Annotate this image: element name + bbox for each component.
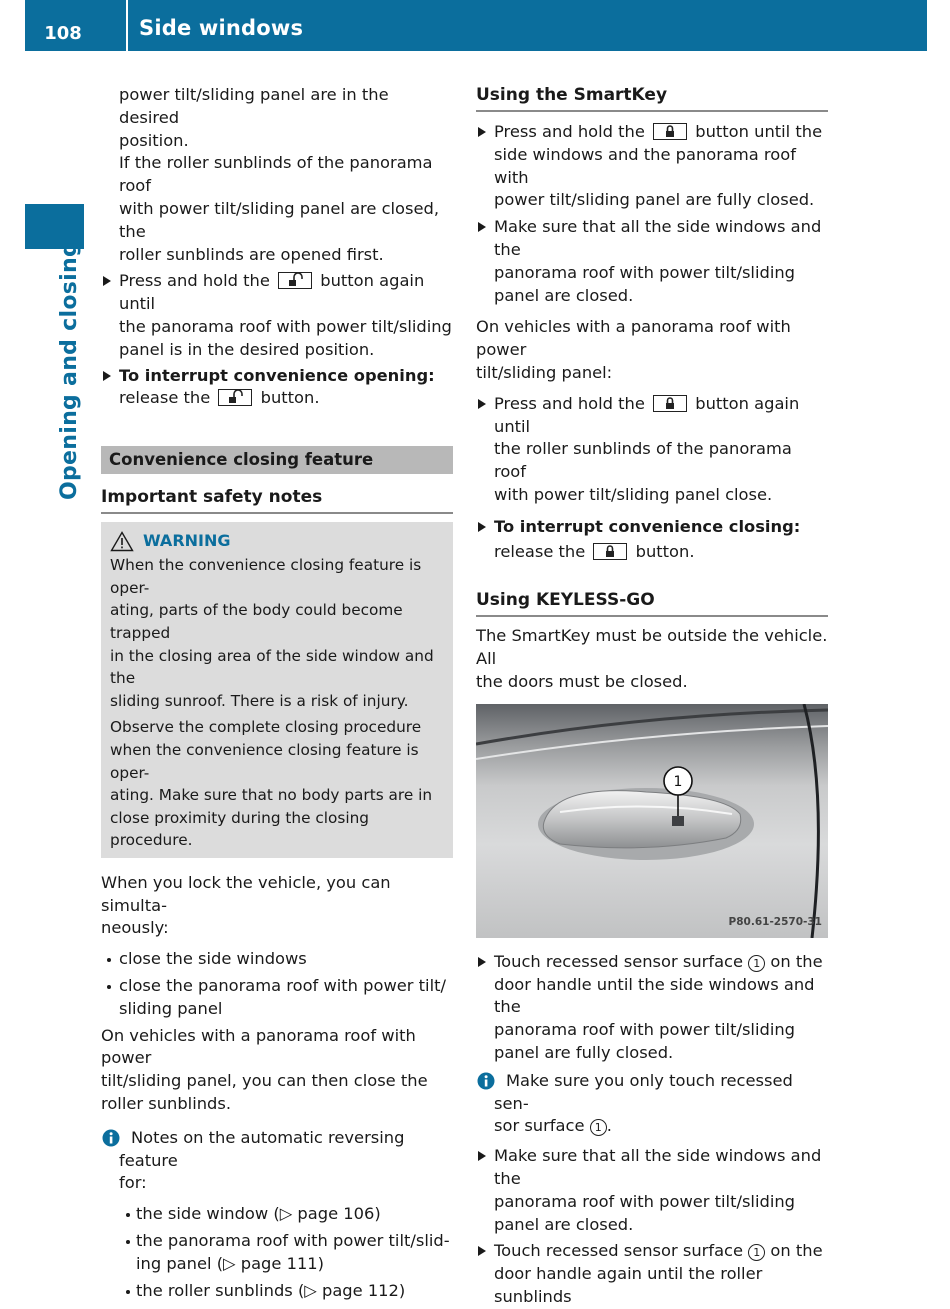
- smartkey-heading: Using the SmartKey: [476, 84, 828, 112]
- text-line: with power tilt/sliding panel are closed, the: [119, 198, 440, 241]
- text-line: side windows and the panorama roof with: [494, 144, 796, 187]
- bullet-dot: [107, 985, 111, 989]
- step-bold-label: To interrupt convenience closing:: [494, 516, 801, 536]
- lock-icon: [653, 395, 687, 412]
- text-line: neously:: [101, 918, 169, 938]
- step-press-unlock-again: [101, 270, 453, 361]
- unlock-icon: [218, 389, 252, 406]
- text-span: button again until: [119, 271, 425, 314]
- panorama-paragraph: [476, 316, 828, 384]
- text-line: panel are closed.: [494, 285, 634, 305]
- text-line: When the convenience closing feature is oper-: [110, 556, 422, 597]
- text-line: On vehicles with a panorama roof with power: [476, 317, 791, 360]
- text-line: panel is in the desired position.: [119, 339, 375, 359]
- callout-number-icon: 1: [748, 955, 765, 972]
- text-line: ing panel (▷ page 111): [136, 1253, 325, 1273]
- text-line: door handle again until the roller sunblinds: [494, 1264, 763, 1306]
- text-line: panorama roof with power tilt/sliding: [494, 1020, 795, 1040]
- section-heading: Convenience closing feature: [101, 446, 453, 474]
- right-column: [476, 84, 828, 1309]
- text-line: the doors must be closed.: [476, 671, 688, 691]
- text-line: ating. Make sure that no body parts are in: [110, 786, 433, 805]
- list-item: [101, 975, 453, 1021]
- lock-intro: [101, 872, 453, 940]
- chapter-side-label: Opening and closing: [57, 240, 82, 500]
- text-line: ating, parts of the body could become trapped: [110, 601, 403, 642]
- list-item: [101, 1203, 453, 1226]
- step-arrow-icon: [478, 222, 486, 232]
- text-span: button again until: [494, 393, 800, 436]
- bullet-dot: [107, 958, 111, 962]
- warning-header: [110, 528, 445, 554]
- page-title: Side windows: [139, 16, 304, 40]
- text-line: tilt/sliding panel:: [476, 362, 613, 382]
- text-line: Make sure that all the side windows and the: [494, 217, 822, 259]
- list-item: [101, 1230, 453, 1276]
- text-line: close the panorama roof with power tilt/: [119, 976, 446, 996]
- text-line: the roller sunblinds (▷ page 112): [136, 1280, 406, 1300]
- warning-triangle-icon: [110, 531, 134, 552]
- step-arrow-icon: [478, 957, 486, 967]
- text-line: close the side windows: [119, 949, 307, 969]
- bullet-dot: [126, 1240, 130, 1244]
- lock-icon: [653, 123, 687, 140]
- text-line: On vehicles with a panorama roof with power: [101, 1025, 416, 1068]
- text-span: Press and hold the: [494, 122, 645, 141]
- step-bold-label: To interrupt convenience opening:: [119, 365, 435, 385]
- step-arrow-icon: [478, 1151, 486, 1161]
- step-press-lock-again: [476, 393, 828, 507]
- text-span: on the: [770, 951, 823, 971]
- callout-number-icon: 1: [590, 1119, 607, 1136]
- step-press-lock: [476, 121, 828, 212]
- step-arrow-icon: [103, 276, 111, 286]
- text-line: Make sure that all the side windows and the: [494, 1146, 822, 1188]
- text-span: sor surface: [494, 1116, 585, 1136]
- text-span: button.: [260, 388, 320, 408]
- bullet-dot: [126, 1290, 130, 1294]
- lock-icon: [593, 543, 627, 560]
- panorama-paragraph: [101, 1025, 453, 1116]
- text-line: tilt/sliding panel, you can then close the: [101, 1071, 428, 1091]
- text-line: panorama roof with power tilt/sliding: [494, 1191, 795, 1211]
- text-line: When you lock the vehicle, you can simulta-: [101, 872, 391, 915]
- photo-callout-number: 1: [673, 773, 683, 790]
- text-line: panel are closed.: [494, 1214, 634, 1234]
- warning-box: [101, 522, 453, 858]
- text-span: Make sure you only touch recessed sen-: [494, 1070, 793, 1113]
- text-line: with power tilt/sliding panel close.: [494, 484, 773, 504]
- continued-text: [101, 84, 453, 266]
- text-span: Touch recessed sensor surface: [494, 1241, 744, 1261]
- text-line: panel are fully closed.: [494, 1042, 674, 1062]
- page-header: [25, 0, 927, 51]
- list-item: [101, 948, 453, 971]
- info-note: [101, 1127, 453, 1195]
- info-note: [476, 1070, 828, 1138]
- text-line: in the closing area of the side window and the: [110, 646, 434, 688]
- text-line: Observe the complete closing procedure: [110, 718, 422, 737]
- text-span: .: [606, 1116, 612, 1136]
- callout-number-icon: 1: [748, 1244, 765, 1261]
- text-line: close proximity during the closing procedure.: [110, 808, 370, 850]
- step-interrupt-closing: [476, 516, 828, 564]
- text-line: when the convenience closing feature is oper-: [110, 740, 419, 782]
- safety-heading: Important safety notes: [101, 486, 453, 514]
- left-column: [101, 84, 453, 1302]
- text-span: Notes on the automatic reversing feature: [119, 1127, 405, 1170]
- text-span: Press and hold the: [494, 393, 645, 413]
- text-line: the side window (▷ page 106): [136, 1204, 381, 1224]
- text-span: release the: [494, 541, 586, 561]
- text-line: the panorama roof with power tilt/slid-: [136, 1231, 450, 1251]
- text-span: button until the: [695, 122, 823, 141]
- text-line: roller sunblinds are opened first.: [119, 244, 384, 264]
- info-icon: [477, 1072, 495, 1090]
- text-line: sliding panel: [119, 998, 223, 1018]
- text-line: roller sunblinds.: [101, 1094, 232, 1114]
- text-span: button.: [635, 541, 695, 561]
- step-arrow-icon: [478, 1246, 486, 1256]
- keyless-heading: Using KEYLESS-GO: [476, 589, 828, 617]
- step-interrupt-opening: [101, 365, 453, 411]
- text-line: If the roller sunblinds of the panorama roof: [119, 153, 433, 196]
- text-line: the panorama roof with power tilt/sliding: [119, 316, 452, 336]
- step-touch-sensor-again: [476, 1240, 828, 1308]
- door-handle-illustration: [476, 704, 828, 938]
- step-make-sure-closed: [476, 216, 828, 307]
- keyless-paragraph: [476, 625, 828, 693]
- step-touch-sensor: [476, 951, 828, 1065]
- warning-title: WARNING: [143, 530, 231, 550]
- step-arrow-icon: [478, 399, 486, 409]
- text-line: door handle until the side windows and the: [494, 974, 815, 1017]
- page-number: 108: [44, 23, 82, 44]
- step-make-sure-closed: [476, 1145, 828, 1236]
- text-span: Press and hold the: [119, 271, 270, 291]
- step-arrow-icon: [478, 522, 486, 532]
- text-line: position.: [119, 130, 189, 150]
- text-line: sliding sunroof. There is a risk of injury.: [110, 691, 409, 710]
- text-line: for:: [119, 1173, 147, 1193]
- text-line: panorama roof with power tilt/sliding: [494, 262, 795, 282]
- unlock-icon: [278, 272, 312, 289]
- door-handle-photo: [476, 704, 828, 938]
- step-arrow-icon: [103, 371, 111, 381]
- text-span: on the: [770, 1241, 823, 1261]
- text-span: Touch recessed sensor surface: [494, 951, 744, 971]
- bullet-dot: [126, 1213, 130, 1217]
- text-span: release the: [119, 388, 211, 408]
- image-reference-code: P80.61-2570-31: [728, 915, 822, 928]
- step-arrow-icon: [478, 127, 486, 137]
- text-line: power tilt/sliding panel are fully closed.: [494, 190, 815, 210]
- text-line: the roller sunblinds of the panorama roof: [494, 439, 792, 482]
- list-item: [101, 1280, 453, 1303]
- header-divider: [126, 0, 128, 51]
- text-line: power tilt/sliding panel are in the desired: [119, 85, 389, 127]
- info-icon: [102, 1129, 120, 1147]
- text-line: The SmartKey must be outside the vehicle. All: [476, 626, 828, 669]
